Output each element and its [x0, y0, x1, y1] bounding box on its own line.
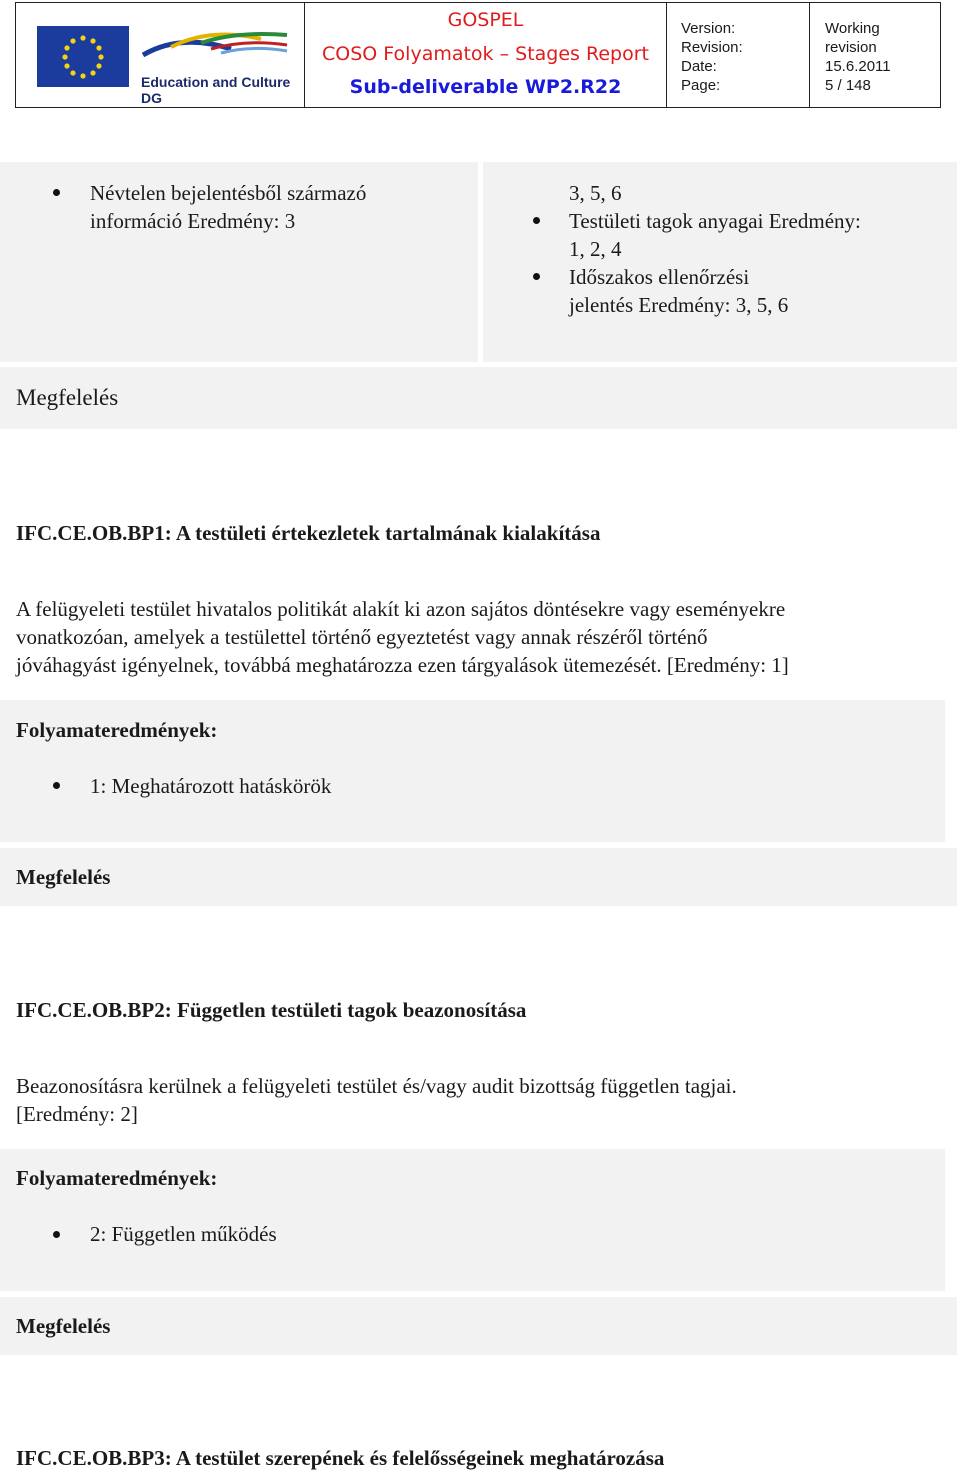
logo-cell [16, 3, 305, 107]
compliance-label: Megfelelés [16, 1314, 111, 1338]
body-text: Beazonosításra kerülnek a felügyeleti testület és/vagy audit bizottság független tagjai. [16, 1074, 737, 1098]
input-cell-right [483, 162, 957, 362]
document-header [15, 2, 941, 108]
meta-values-cell [810, 3, 940, 107]
compliance-row [0, 848, 957, 906]
section-heading: IFC.CE.OB.BP1: A testületi értekezletek tartalmának kialakítása [16, 521, 601, 545]
body-text: jóváhagyást igényelnek, továbbá meghatározza ezen tárgyalások ütemezését. [Eredmény: 1] [16, 653, 789, 677]
title-cell [305, 3, 667, 107]
project-title: GOSPEL [447, 9, 524, 31]
body-text: [Eredmény: 2] [16, 1102, 138, 1126]
version-label: Version: [681, 20, 736, 37]
revision-value: revision [825, 39, 877, 56]
compliance-row [0, 367, 957, 429]
list-item: 3, 5, 6 [569, 181, 622, 205]
logo-text: Education and Culture DG [141, 74, 291, 106]
compliance-row [0, 1297, 957, 1355]
bullet [53, 189, 60, 196]
list-item: 2: Független működés [90, 1222, 277, 1246]
list-item: információ Eredmény: 3 [90, 209, 296, 233]
list-item: Testületi tagok anyagai Eredmény: [569, 209, 861, 233]
dg-logo-icon [141, 25, 291, 76]
list-item: 1, 2, 4 [569, 237, 622, 261]
version-value: Working [825, 20, 880, 37]
body-text: A felügyeleti testület hivatalos politikát alakít ki azon sajátos döntésekre vagy eseményekre [16, 597, 786, 621]
body-text: vonatkozóan, amelyek a testülettel történő egyeztetést vagy annak részéről történő [16, 625, 708, 649]
bullet [53, 1231, 60, 1238]
page-label: Page: [681, 77, 721, 94]
compliance-label: Megfelelés [16, 385, 119, 410]
list-item: jelentés Eredmény: 3, 5, 6 [569, 293, 789, 317]
date-label: Date: [681, 58, 717, 75]
report-title: COSO Folyamatok – Stages Report [322, 43, 649, 65]
section-heading: IFC.CE.OB.BP2: Független testületi tagok beazonosítása [16, 998, 527, 1022]
results-label: Folyamateredmények: [16, 718, 218, 742]
deliverable-title: Sub-deliverable WP2.R22 [349, 76, 622, 98]
eu-flag-icon [37, 26, 129, 87]
list-item: 1: Meghatározott hatáskörök [90, 774, 332, 798]
date-value: 15.6.2011 [825, 58, 891, 75]
list-item: Névtelen bejelentésből származó [90, 181, 367, 205]
compliance-label: Megfelelés [16, 865, 111, 889]
meta-labels-cell [667, 3, 810, 107]
revision-label: Revision: [681, 39, 743, 56]
results-label: Folyamateredmények: [16, 1166, 218, 1190]
bullet [53, 782, 60, 789]
list-item: Időszakos ellenőrzési [569, 265, 750, 289]
page-value: 5 / 148 [825, 77, 871, 94]
bullet [533, 273, 540, 280]
bullet [533, 217, 540, 224]
section-heading: IFC.CE.OB.BP3: A testület szerepének és felelősségeinek meghatározása [16, 1446, 665, 1470]
